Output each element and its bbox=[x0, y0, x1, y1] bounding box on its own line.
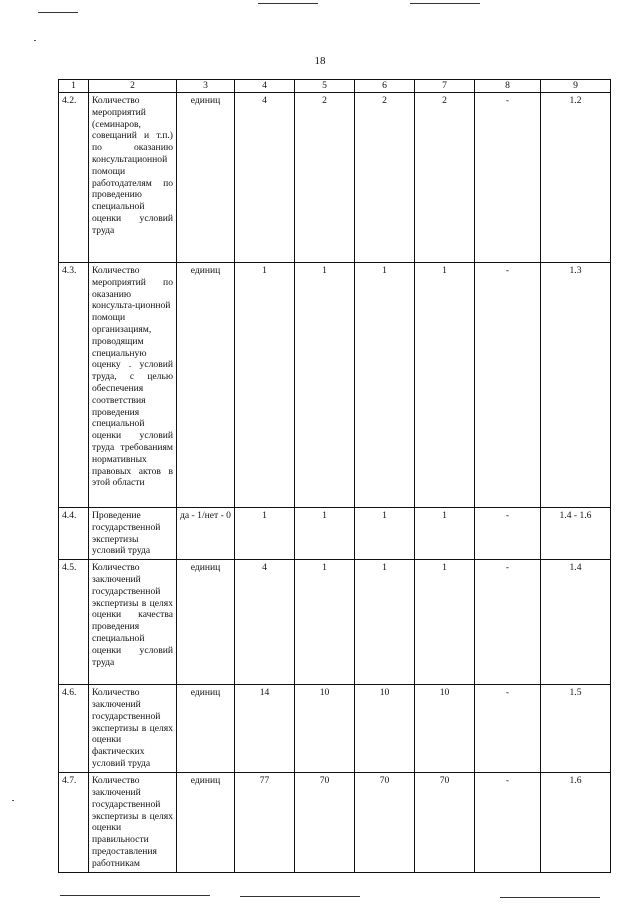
scan-artifact-line bbox=[38, 12, 78, 13]
table-row bbox=[59, 685, 611, 773]
row-unit: единиц bbox=[177, 93, 235, 263]
row-value-col4: 4 bbox=[235, 93, 295, 263]
scan-artifact-line bbox=[60, 895, 210, 896]
header-cell: 5 bbox=[295, 80, 355, 93]
row-number: 4.3. bbox=[59, 263, 89, 508]
row-description: Количество заключений государственной экспертизы в целях оценки правильности предоставления работникам bbox=[89, 773, 177, 873]
row-reference: 1.6 bbox=[541, 773, 611, 873]
row-value-col8: - bbox=[475, 93, 541, 263]
row-value-col8: - bbox=[475, 685, 541, 773]
table-row bbox=[59, 773, 611, 873]
row-value-col6: 2 bbox=[355, 93, 415, 263]
data-table bbox=[58, 79, 611, 873]
table-row bbox=[59, 93, 611, 263]
row-value-col4: 77 bbox=[235, 773, 295, 873]
scan-speck bbox=[12, 800, 14, 801]
header-cell: 9 bbox=[541, 80, 611, 93]
header-cell: 1 bbox=[59, 80, 89, 93]
row-value-col6: 10 bbox=[355, 685, 415, 773]
row-description: Количество мероприятий (семинаров, совещаний и т.п.) по оказанию консультационной помощи работодателям по проведению специальной оценки условий труда bbox=[89, 93, 177, 263]
header-cell: 3 bbox=[177, 80, 235, 93]
header-cell: 6 bbox=[355, 80, 415, 93]
row-unit: единиц bbox=[177, 685, 235, 773]
header-cell: 8 bbox=[475, 80, 541, 93]
row-reference: 1.2 bbox=[541, 93, 611, 263]
row-value-col8: - bbox=[475, 508, 541, 560]
row-value-col6: 1 bbox=[355, 263, 415, 508]
row-value-col5: 1 bbox=[295, 263, 355, 508]
row-value-col5: 1 bbox=[295, 560, 355, 685]
row-value-col7: 2 bbox=[415, 93, 475, 263]
header-cell: 7 bbox=[415, 80, 475, 93]
scan-artifact-line bbox=[410, 3, 480, 4]
row-value-col7: 1 bbox=[415, 560, 475, 685]
row-unit: да - 1/нет - 0 bbox=[177, 508, 235, 560]
row-value-col5: 2 bbox=[295, 93, 355, 263]
row-number: 4.2. bbox=[59, 93, 89, 263]
row-value-col4: 1 bbox=[235, 508, 295, 560]
table-row bbox=[59, 508, 611, 560]
row-reference: 1.5 bbox=[541, 685, 611, 773]
table-row bbox=[59, 560, 611, 685]
row-value-col5: 1 bbox=[295, 508, 355, 560]
row-value-col7: 70 bbox=[415, 773, 475, 873]
row-number: 4.7. bbox=[59, 773, 89, 873]
row-value-col8: - bbox=[475, 560, 541, 685]
row-reference: 1.4 bbox=[541, 560, 611, 685]
scan-artifact-line bbox=[258, 3, 318, 4]
row-number: 4.5. bbox=[59, 560, 89, 685]
row-reference: 1.3 bbox=[541, 263, 611, 508]
row-reference: 1.4 - 1.6 bbox=[541, 508, 611, 560]
row-value-col4: 14 bbox=[235, 685, 295, 773]
row-unit: единиц bbox=[177, 560, 235, 685]
row-value-col8: - bbox=[475, 263, 541, 508]
row-value-col5: 10 bbox=[295, 685, 355, 773]
row-description: Количество заключений государственной экспертизы в целях оценки качества проведения специальной оценки условий труда bbox=[89, 560, 177, 685]
row-description: Количество мероприятий по оказанию консульта-ционной помощи организациям, проводящим специальную оценку . условий труда, с целью обеспечения соответствия проведения специальной оценки условий труда требованиям нормативных правовых актов в этой области bbox=[89, 263, 177, 508]
row-number: 4.4. bbox=[59, 508, 89, 560]
row-value-col4: 1 bbox=[235, 263, 295, 508]
scan-artifact-line bbox=[500, 897, 600, 898]
row-value-col7: 1 bbox=[415, 508, 475, 560]
table-row bbox=[59, 263, 611, 508]
row-number: 4.6. bbox=[59, 685, 89, 773]
row-value-col6: 1 bbox=[355, 560, 415, 685]
row-description: Количество заключений государственной экспертизы в целях оценки фактических условий труда bbox=[89, 685, 177, 773]
row-value-col5: 70 bbox=[295, 773, 355, 873]
row-value-col7: 10 bbox=[415, 685, 475, 773]
row-value-col4: 4 bbox=[235, 560, 295, 685]
header-cell: 4 bbox=[235, 80, 295, 93]
scan-artifact-line bbox=[240, 896, 360, 897]
row-value-col7: 1 bbox=[415, 263, 475, 508]
row-value-col8: - bbox=[475, 773, 541, 873]
page-number: 18 bbox=[314, 55, 326, 67]
row-value-col6: 70 bbox=[355, 773, 415, 873]
header-cell: 2 bbox=[89, 80, 177, 93]
row-unit: единиц bbox=[177, 773, 235, 873]
scan-speck bbox=[34, 40, 36, 41]
row-value-col6: 1 bbox=[355, 508, 415, 560]
table-header-row bbox=[59, 80, 611, 93]
row-description: Проведение государственной экспертизы условий труда bbox=[89, 508, 177, 560]
row-unit: единиц bbox=[177, 263, 235, 508]
